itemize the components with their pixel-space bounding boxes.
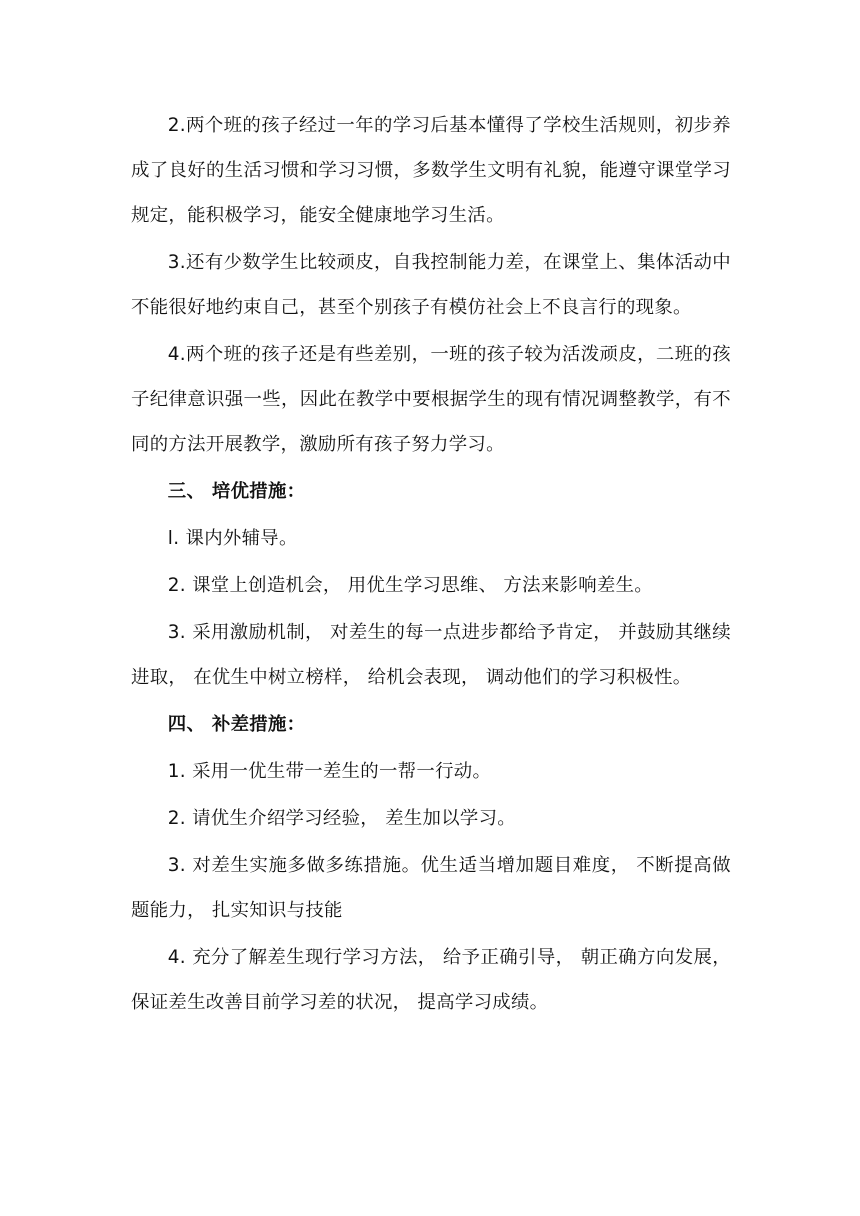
document-body: [131, 103, 731, 1025]
advanced-measure-1: l. 课内外辅导。: [167, 528, 298, 549]
paragraph-class-habits: 2.两个班的孩子经过一年的学习后基本懂得了学校生活规则，初步养成了良好的生活习惯和学习习惯，多数学生文明有礼貌，能遵守课堂学习规定，能积极学习，能安全健康地学习生活。: [131, 115, 731, 226]
advanced-measure-3: 3. 采用激励机制， 对差生的每一点进步都给予肯定， 并鼓励其继续进取， 在优生中树立榜样， 给机会表现， 调动他们的学习积极性。: [131, 622, 731, 688]
remedial-measure-4: 4. 充分了解差生现行学习方法， 给予正确引导， 朝正确方向发展，保证差生改善目前学习差的状况， 提高学习成绩。: [131, 947, 731, 1013]
paragraph-class-differences: 4.两个班的孩子还是有些差别，一班的孩子较为活泼顽皮，二班的孩子纪律意识强一些，因此在教学中要根据学生的现有情况调整教学，有不同的方法开展教学，激励所有孩子努力学习。: [131, 344, 731, 455]
heading-remedial-measures: 四、 补差措施：: [167, 714, 306, 735]
remedial-measure-3: 3. 对差生实施多做多练措施。优生适当增加题目难度， 不断提高做题能力， 扎实知识与技能: [131, 855, 731, 921]
remedial-measure-2: 2. 请优生介绍学习经验， 差生加以学习。: [167, 808, 516, 829]
advanced-measure-2: 2. 课堂上创造机会， 用优生学习思维、 方法来影响差生。: [167, 575, 653, 596]
paragraph-self-control: 3.还有少数学生比较顽皮，自我控制能力差，在课堂上、集体活动中不能很好地约束自己，甚至个别孩子有模仿社会上不良言行的现象。: [131, 252, 731, 318]
remedial-measure-1: 1. 采用一优生带一差生的一帮一行动。: [167, 761, 492, 782]
heading-advanced-measures: 三、 培优措施：: [167, 481, 306, 502]
